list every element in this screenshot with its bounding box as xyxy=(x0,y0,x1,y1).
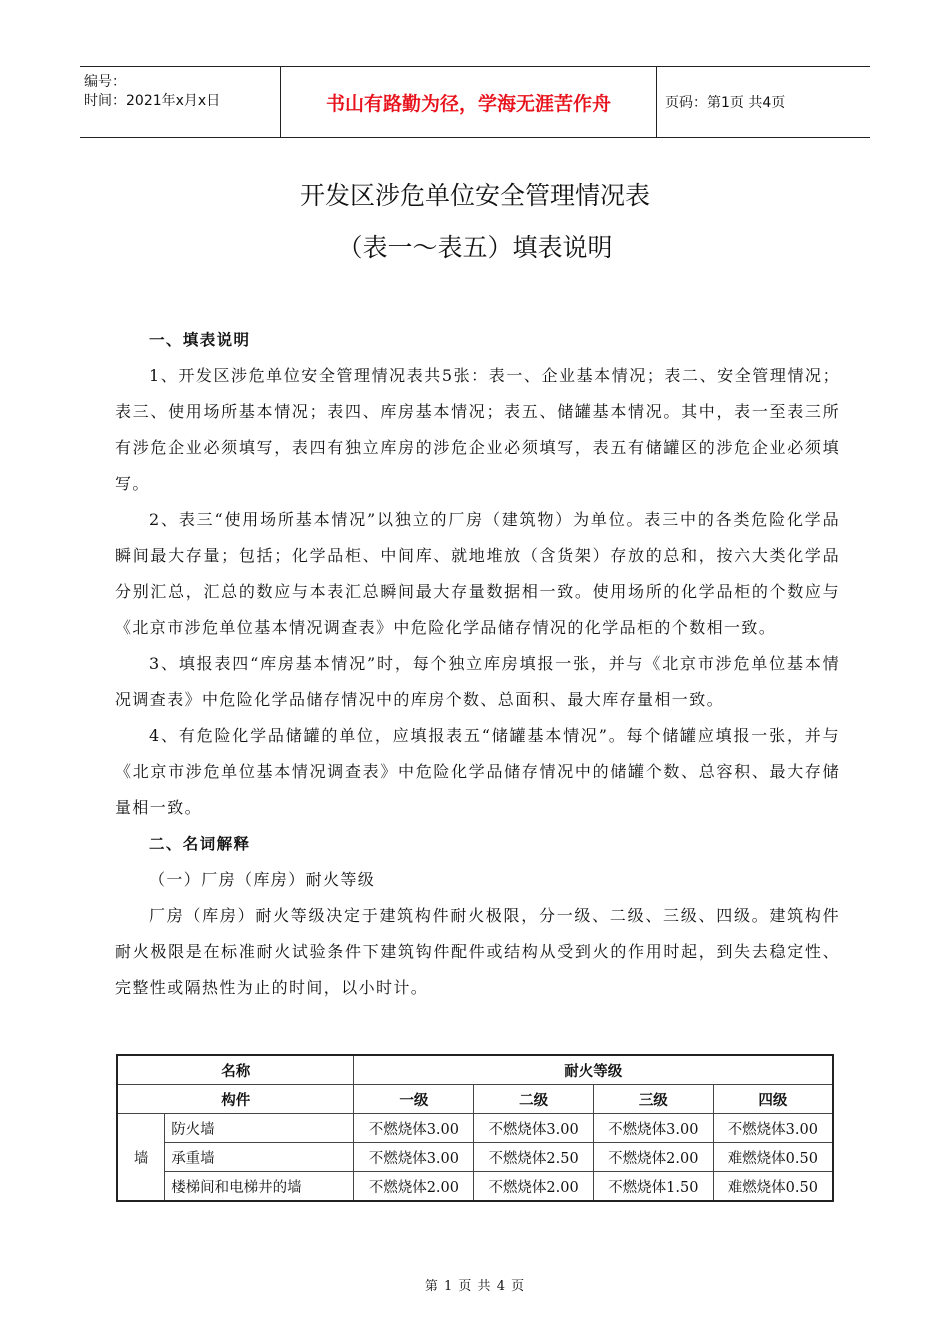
header-motto: 书山有路勤为径，学海无涯苦作舟 xyxy=(280,67,657,137)
document-body xyxy=(115,322,840,1006)
time-label: 时间：2021年x月x日 xyxy=(84,93,221,109)
document-header xyxy=(80,66,870,138)
cell: 不燃烧体3.00 xyxy=(474,1114,594,1143)
table-subheader-row xyxy=(117,1085,833,1114)
table-header-row xyxy=(117,1055,833,1085)
paragraph-3: 3、填报表四“库房基本情况”时，每个独立库房填报一张，并与《北京市涉危单位基本情况调查表》中危险化学品储存情况中的库房个数、总面积、最大库存量相一致。 xyxy=(115,654,840,709)
table-row xyxy=(117,1172,833,1202)
cell: 不燃烧体3.00 xyxy=(713,1114,833,1143)
grade-3: 三级 xyxy=(593,1085,713,1114)
cell: 不燃烧体3.00 xyxy=(354,1114,474,1143)
table-row xyxy=(117,1143,833,1172)
document-title: 开发区涉危单位安全管理情况表 xyxy=(299,181,650,210)
fire-rating-table xyxy=(116,1054,834,1202)
cell: 不燃烧体2.00 xyxy=(593,1143,713,1172)
document-subtitle: （表一～表五）填表说明 xyxy=(337,233,613,262)
grade-header: 耐火等级 xyxy=(354,1055,833,1085)
paragraph-2: 2、表三“使用场所基本情况”以独立的厂房（建筑物）为单位。表三中的各类危险化学品瞬间最大存量；包括；化学品柜、中间库、就地堆放（含货架）存放的总和，按六大类化学品分别汇总，汇总的数应与本表汇总瞬间最大存量数据相一致。使用场所的化学品柜的个数应与《北京市涉危单位基本情况调查表》中危险化学品储存情况的化学品柜的个数相一致。 xyxy=(115,510,840,637)
table-row xyxy=(117,1114,833,1143)
cell: 难燃烧体0.50 xyxy=(713,1143,833,1172)
cell: 不燃烧体2.00 xyxy=(474,1172,594,1202)
cell: 不燃烧体2.50 xyxy=(474,1143,594,1172)
number-label: 编号： xyxy=(84,74,126,90)
row-name: 楼梯间和电梯井的墙 xyxy=(165,1172,354,1202)
component-header: 构件 xyxy=(117,1085,354,1114)
grade-1: 一级 xyxy=(354,1085,474,1114)
cell: 不燃烧体1.50 xyxy=(593,1172,713,1202)
grade-4: 四级 xyxy=(713,1085,833,1114)
header-page-info: 页码：第1页 共4页 xyxy=(665,95,786,111)
paragraph-5: 厂房（库房）耐火等级决定于建筑构件耐火极限，分一级、二级、三级、四级。建筑构件耐火极限是在标准耐火试验条件下建筑钩件配件或结构从受到火的作用时起，到失去稳定性、完整性或隔热性为止的时间，以小时计。 xyxy=(115,906,840,997)
subheading-1: （一）厂房（库房）耐火等级 xyxy=(149,870,376,889)
section-heading-1: 一、填表说明 xyxy=(149,331,251,349)
row-name: 承重墙 xyxy=(165,1143,354,1172)
cell: 不燃烧体3.00 xyxy=(354,1143,474,1172)
cell: 难燃烧体0.50 xyxy=(713,1172,833,1202)
section-heading-2: 二、名词解释 xyxy=(149,835,251,853)
name-header: 名称 xyxy=(117,1055,354,1085)
cell: 不燃烧体3.00 xyxy=(593,1114,713,1143)
page-footer: 第 1 页 共 4 页 xyxy=(424,1279,526,1294)
paragraph-4: 4、有危险化学品储罐的单位，应填报表五“储罐基本情况”。每个储罐应填报一张，并与《北京市涉危单位基本情况调查表》中危险化学品储存情况中的储罐个数、总容积、最大存储量相一致。 xyxy=(115,726,840,817)
group-label-wall: 墙 xyxy=(117,1114,165,1202)
header-meta xyxy=(80,67,280,137)
row-name: 防火墙 xyxy=(165,1114,354,1143)
cell: 不燃烧体2.00 xyxy=(354,1172,474,1202)
paragraph-1: 1、开发区涉危单位安全管理情况表共5张：表一、企业基本情况；表二、安全管理情况；表三、使用场所基本情况；表四、库房基本情况；表五、储罐基本情况。其中，表一至表三所有涉危企业必须填写，表四有独立库房的涉危企业必须填写，表五有储罐区的涉危企业必须填写。 xyxy=(115,366,840,493)
grade-2: 二级 xyxy=(474,1085,594,1114)
